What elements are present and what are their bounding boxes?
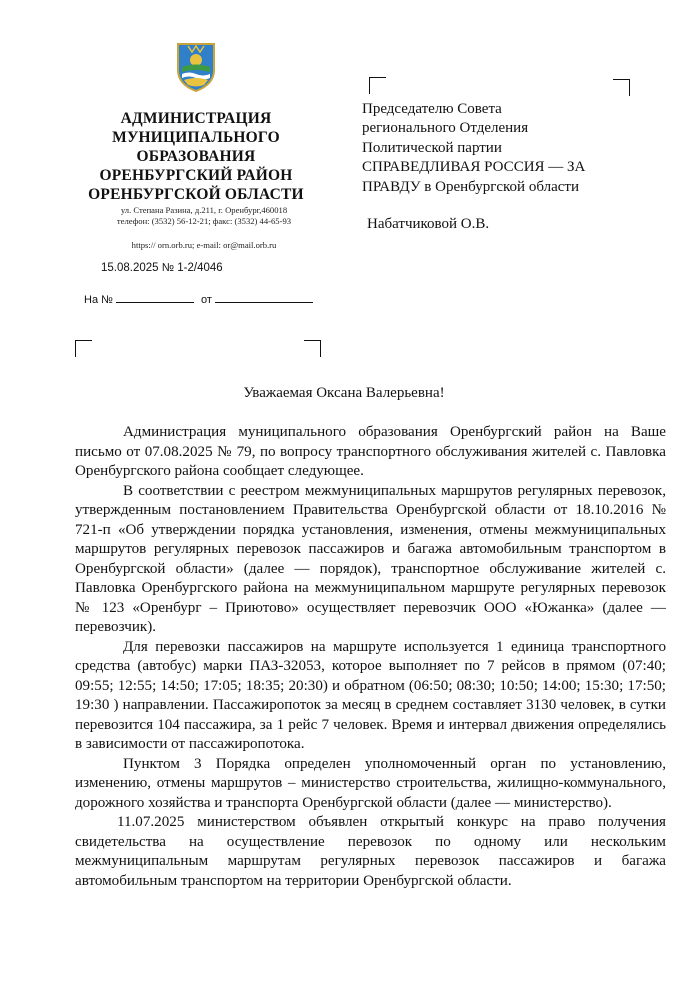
paragraph: Администрация муниципального образования Оренбургский район на Ваше письмо от 07.08.2025 № 79, по вопросу транспортного обслуживания жителей с. Павловка Оренбургского района сообщает следующее. xyxy=(75,424,666,479)
sender-org-name: АДМИНИСТРАЦИЯ МУНИЦИПАЛЬНОГО ОБРАЗОВАНИЯ ОРЕНБУРГСКИЙ РАЙОН ОРЕНБУРГСКОЙ ОБЛАСТИ xyxy=(88,110,304,203)
recipient-line: регионального Отделения xyxy=(362,120,529,137)
ref-no-blank xyxy=(116,293,194,303)
corner-mark xyxy=(369,77,386,94)
ref-no-label: На № xyxy=(84,294,113,306)
paragraph: Для перевозки пассажиров на маршруте используется 1 единица транспортного средства (автобус) марки ПАЗ-32053, которое выполняет по 7 рейсов в прямом (07:40; 09:55; 12:55; 14:50; 17:05; 18:35; 20:30) и обратном (06:50; 08:30; 10:50; 14:00; 15:30; 17:50; 19:30 ) направлении. Пассажиропоток за месяц в среднем составляет 3130 человек, в сутки перевозится 104 пассажира, за 1 рейс 7 человек. Время и интервал движения определялись в зависимости от пассажиропотока. xyxy=(75,638,666,752)
recipient-line: СПРАВЕДЛИВАЯ РОССИЯ — ЗА xyxy=(362,159,586,176)
sender-address-block xyxy=(84,205,324,226)
paragraph: 11.07.2025 министерством объявлен открытый конкурс на право получения свидетельства на осуществление перевозок по одному или нескольким межмуниципальным маршрутам регулярных перевозок пассажиров и багажа автомобильным транспортом на территории Оренбургской области. xyxy=(75,814,666,889)
recipient-block xyxy=(362,100,652,197)
recipient-line: Политической партии xyxy=(362,139,502,156)
corner-mark xyxy=(613,79,630,96)
paragraph: В соответствии с реестром межмуниципальных маршрутов регулярных перевозок, утвержденным постановлением Правительства Оренбургской области от 18.10.2016 № 721-п «Об утверждении порядка установления, изменения, отмены межмуниципальных маршрутов регулярных перевозок пассажиров и багажа автомобильным транспортом в Оренбургской области» (далее — порядок), транспортное обслуживание жителей с. Павловка Оренбургского района на межмуниципальном маршруте регулярных перевозок № 123 «Оренбург – Приютово» осуществляет перевозчик ООО «Южанка» (далее — перевозчик). xyxy=(75,482,666,635)
recipient-line: Председателю Совета xyxy=(362,101,502,117)
outgoing-number: 15.08.2025 № 1-2/4046 xyxy=(101,262,223,274)
paragraph: Пунктом 3 Порядка определен уполномоченный орган по установлению, изменению, отмены маршрутов – министерство строительства, жилищно-коммунального, дорожного хозяйства и транспорта Оренбургской области (далее — министерство). xyxy=(75,755,666,811)
ref-date-blank xyxy=(215,293,313,303)
sender-address: ул. Степана Разина, д.211, г. Оренбург,460018 xyxy=(120,205,288,215)
corner-mark xyxy=(75,340,92,357)
recipient-name: Набатчиковой О.В. xyxy=(367,216,490,232)
sender-phone: телефон: (3532) 56-12-21; факс: (3532) 44-65-93 xyxy=(116,215,292,226)
letter-body xyxy=(75,423,666,891)
ref-from-label: от xyxy=(201,294,212,306)
sender-contacts: https:// orn.orb.ru; e-mail: or@mail.orb.ru xyxy=(131,240,277,250)
recipient-line: ПРАВДУ в Оренбургской области xyxy=(362,178,579,195)
greeting: Уважаемая Оксана Валерьевна! xyxy=(243,385,445,401)
corner-mark xyxy=(304,340,321,357)
coat-of-arms-icon xyxy=(174,42,218,92)
reference-line xyxy=(84,293,313,306)
